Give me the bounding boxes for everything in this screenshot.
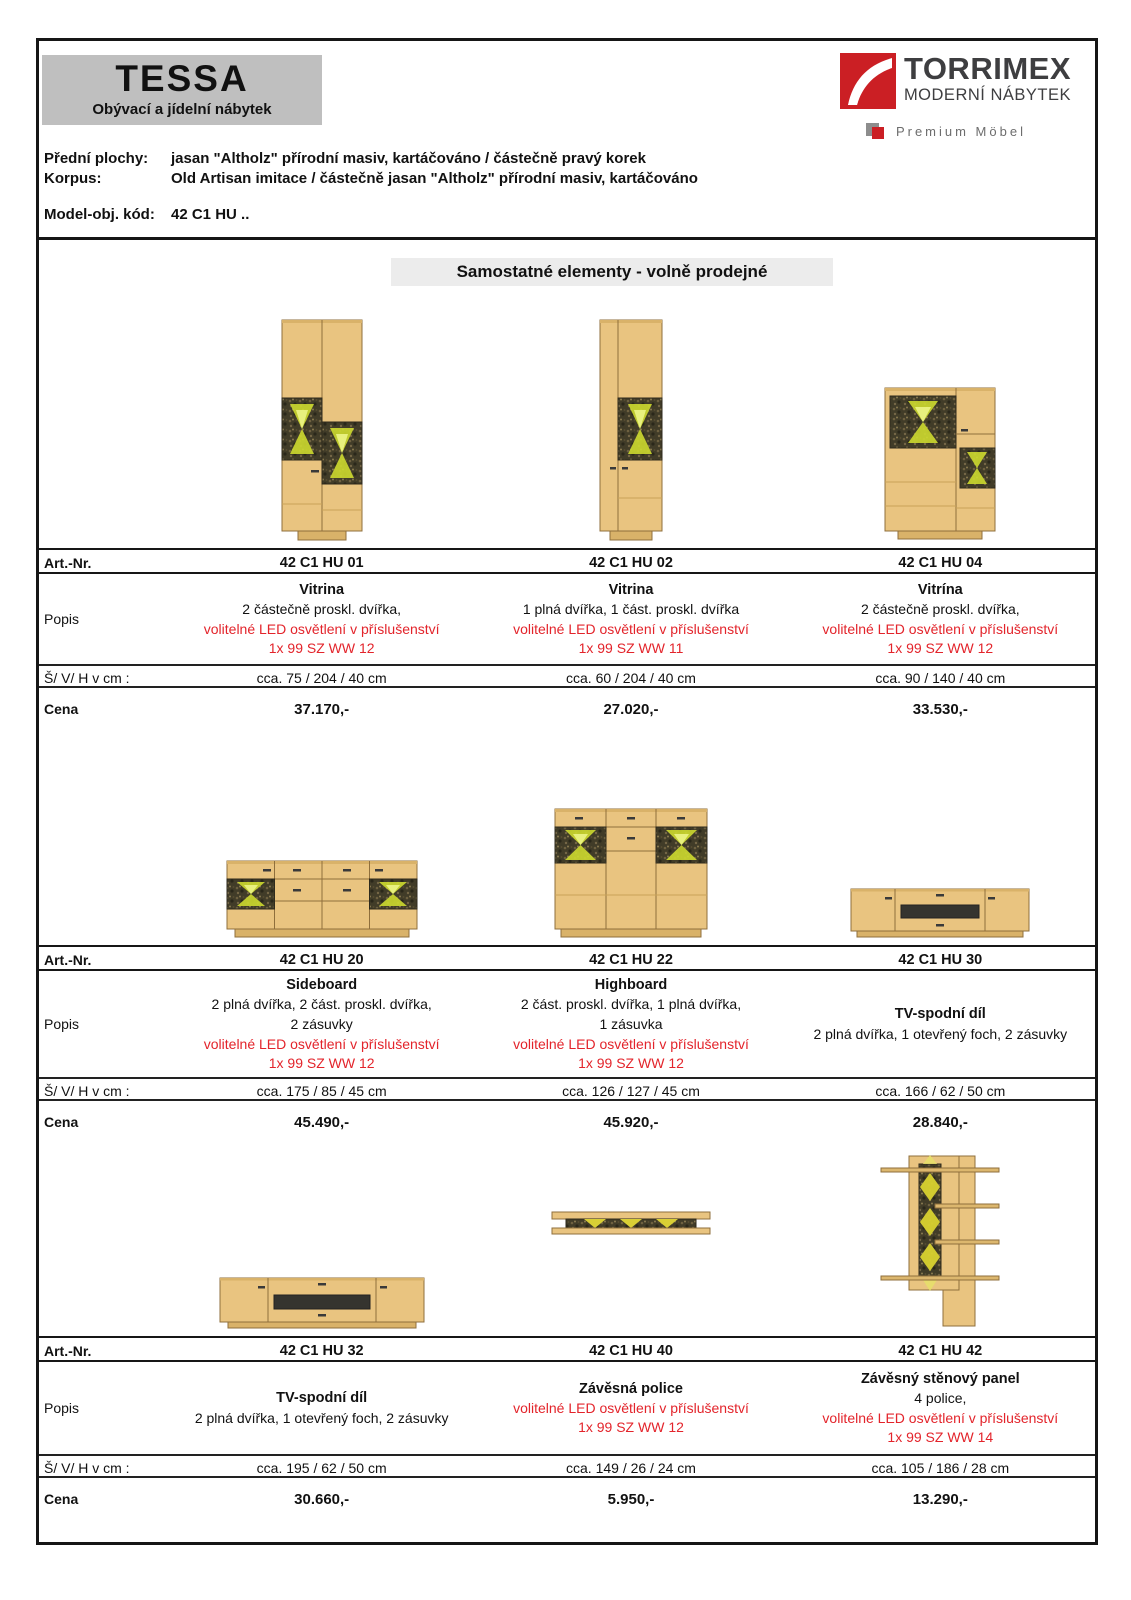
size-value: cca. 166 / 62 / 50 cm: [875, 1083, 1006, 1100]
desc-line: 2 plná dvířka, 2 část. proskl. dvířka,: [211, 996, 432, 1013]
brand-name: TORRIMEX: [903, 51, 1071, 86]
led-note: volitelné LED osvětlení v příslušenství: [203, 1035, 440, 1052]
art-nr-value: 42 C1 HU 02: [589, 555, 673, 572]
product-name: Highboard: [594, 977, 668, 994]
premium-moebel-icon: [866, 123, 886, 139]
popis-label: Popis: [44, 1400, 80, 1417]
size-row: [39, 1454, 1095, 1478]
led-code: 1x 99 SZ WW 12: [578, 1055, 684, 1072]
art-nr-row: [39, 1336, 1095, 1362]
art-nr-value: 42 C1 HU 01: [279, 555, 364, 572]
desc-line: 2 částečně proskl. dvířka,: [860, 601, 1020, 618]
price-label: Cena: [44, 701, 79, 718]
led-code: 1x 99 SZ WW 14: [887, 1429, 994, 1446]
price-value: 45.920,-: [603, 1114, 659, 1132]
product-image-42-c1-hu-02: [476, 318, 785, 542]
spec-value-fronts: jasan "Altholz" přírodní masiv, kartáčováno / částečně pravý korek: [171, 149, 646, 167]
price-label: Cena: [44, 1491, 79, 1508]
desc-line: 2 zásuvky: [290, 1015, 353, 1032]
product-image-42-c1-hu-01: [167, 318, 476, 542]
price-value: 30.660,-: [294, 1491, 350, 1509]
brand-logo: [840, 53, 1071, 139]
art-nr-value: 42 C1 HU 20: [279, 952, 364, 969]
art-nr-value: 42 C1 HU 30: [898, 952, 983, 969]
product-image-42-c1-hu-04: [786, 386, 1095, 542]
product-description: [476, 975, 785, 1073]
sub-brand-label: Premium Möbel: [895, 123, 1026, 139]
product-name: TV-spodní díl: [894, 1006, 986, 1023]
model-code-label: Model-obj. kód:: [44, 206, 155, 224]
desc-line: 4 police,: [914, 1390, 967, 1407]
product-description: [167, 975, 476, 1073]
product-description: [786, 578, 1095, 660]
led-code: 1x 99 SZ WW 12: [268, 1055, 375, 1072]
product-name: Sideboard: [286, 977, 358, 994]
product-description: [167, 1366, 476, 1450]
product-description: [786, 975, 1095, 1073]
product-description: [476, 1366, 785, 1450]
price-value: 45.490,-: [294, 1114, 350, 1132]
spec-value-korpus: Old Artisan imitace / částečně jasan "Altholz" přírodní masiv, kartáčováno: [171, 170, 698, 188]
price-value: 37.170,-: [294, 701, 350, 719]
led-note: volitelné LED osvětlení v příslušenství: [203, 620, 440, 637]
series-title-box: [42, 55, 322, 125]
size-row: [39, 1077, 1095, 1101]
led-code: 1x 99 SZ WW 12: [268, 640, 375, 657]
premium-moebel: [866, 123, 1071, 139]
brand-tagline: MODERNÍ NÁBYTEK: [903, 86, 1071, 104]
product-image-42-c1-hu-42: [786, 1152, 1095, 1330]
popis-label: Popis: [44, 1016, 80, 1033]
led-note: volitelné LED osvětlení v příslušenství: [822, 1409, 1059, 1426]
page-subtitle: Obývací a jídelní nábytek: [92, 100, 272, 118]
header: [39, 41, 1095, 223]
product-name: Vitrina: [299, 581, 345, 598]
price-row: [39, 1478, 1095, 1545]
product-image-42-c1-hu-30: [786, 883, 1095, 939]
product-image-42-c1-hu-40: [476, 1210, 785, 1330]
size-row: [39, 664, 1095, 688]
page-frame: [36, 38, 1098, 1545]
led-note: volitelné LED osvětlení v příslušenství: [822, 620, 1059, 637]
art-nr-value: 42 C1 HU 40: [589, 1343, 673, 1360]
desc-line: 1 zásuvka: [599, 1015, 663, 1032]
size-value: cca. 175 / 85 / 45 cm: [256, 1083, 387, 1100]
art-nr-label: Art.-Nr.: [44, 1343, 92, 1360]
product-image-42-c1-hu-32: [167, 1270, 476, 1330]
price-row: [39, 1101, 1095, 1146]
size-label: Š/ V/ H v cm :: [44, 1083, 130, 1100]
spec-label-fronts: Přední plochy:: [44, 149, 149, 167]
product-name: Vitrína: [917, 581, 963, 598]
size-label: Š/ V/ H v cm :: [44, 670, 130, 687]
size-value: cca. 195 / 62 / 50 cm: [256, 1460, 387, 1477]
popis-row: [39, 574, 1095, 664]
model-code-value: 42 C1 HU ..: [171, 206, 250, 224]
page-title: TESSA: [115, 58, 249, 99]
size-value: cca. 126 / 127 / 45 cm: [562, 1083, 700, 1100]
size-value: cca. 149 / 26 / 24 cm: [566, 1460, 696, 1477]
size-label: Š/ V/ H v cm :: [44, 1460, 130, 1477]
product-name: Závěsná police: [579, 1380, 683, 1397]
price-value: 13.290,-: [912, 1491, 968, 1509]
size-value: cca. 60 / 204 / 40 cm: [566, 670, 696, 687]
product-description: [786, 1366, 1095, 1450]
product-name: Závěsný stěnový panel: [860, 1370, 1020, 1387]
led-code: 1x 99 SZ WW 12: [887, 640, 994, 657]
price-value: 27.020,-: [603, 701, 659, 719]
torrimex-logo-icon: [840, 53, 896, 109]
size-value: cca. 75 / 204 / 40 cm: [256, 670, 387, 687]
popis-row: [39, 1362, 1095, 1454]
catalog-section: [39, 237, 1095, 1545]
led-code: 1x 99 SZ WW 12: [578, 1419, 684, 1436]
desc-line: 2 plná dvířka, 1 otevřený foch, 2 zásuvky: [194, 1409, 449, 1426]
product-description: [476, 578, 785, 660]
product-image-42-c1-hu-20: [167, 855, 476, 939]
desc-line: 2 částečně proskl. dvířka,: [242, 601, 402, 618]
led-note: volitelné LED osvětlení v příslušenství: [513, 1035, 749, 1052]
art-nr-row: [39, 945, 1095, 971]
image-row-2: [39, 733, 1095, 945]
price-label: Cena: [44, 1114, 79, 1131]
led-note: volitelné LED osvětlení v příslušenství: [513, 1399, 749, 1416]
price-value: 28.840,-: [912, 1114, 968, 1132]
model-code-row: [39, 206, 1095, 223]
art-nr-value: 42 C1 HU 32: [279, 1343, 364, 1360]
product-name: TV-spodní díl: [276, 1390, 368, 1407]
size-value: cca. 90 / 140 / 40 cm: [875, 670, 1006, 687]
price-value: 33.530,-: [912, 701, 968, 719]
product-description: [167, 578, 476, 660]
price-row: [39, 688, 1095, 733]
spec-label-korpus: Korpus:: [44, 170, 102, 188]
art-nr-value: 42 C1 HU 04: [898, 555, 983, 572]
art-nr-label: Art.-Nr.: [44, 555, 92, 572]
led-note: volitelné LED osvětlení v příslušenství: [513, 620, 749, 637]
price-value: 5.950,-: [607, 1491, 655, 1509]
art-nr-row: [39, 548, 1095, 574]
section-title: Samostatné elementy - volně prodejné: [391, 258, 833, 286]
art-nr-value: 42 C1 HU 42: [898, 1343, 983, 1360]
material-specs: [39, 149, 1095, 190]
art-nr-value: 42 C1 HU 22: [589, 952, 673, 969]
size-value: cca. 105 / 186 / 28 cm: [871, 1460, 1010, 1477]
desc-line: 2 plná dvířka, 1 otevřený foch, 2 zásuvky: [813, 1025, 1068, 1042]
image-row-1: [39, 286, 1095, 548]
image-row-3: [39, 1146, 1095, 1336]
product-image-42-c1-hu-22: [476, 805, 785, 939]
led-code: 1x 99 SZ WW 11: [578, 640, 684, 657]
desc-line: 2 část. proskl. dvířka, 1 plná dvířka,: [520, 996, 742, 1013]
popis-row: [39, 971, 1095, 1077]
product-name: Vitrina: [608, 581, 654, 598]
art-nr-label: Art.-Nr.: [44, 952, 92, 969]
desc-line: 1 plná dvířka, 1 část. proskl. dvířka: [522, 601, 740, 618]
popis-label: Popis: [44, 611, 80, 628]
